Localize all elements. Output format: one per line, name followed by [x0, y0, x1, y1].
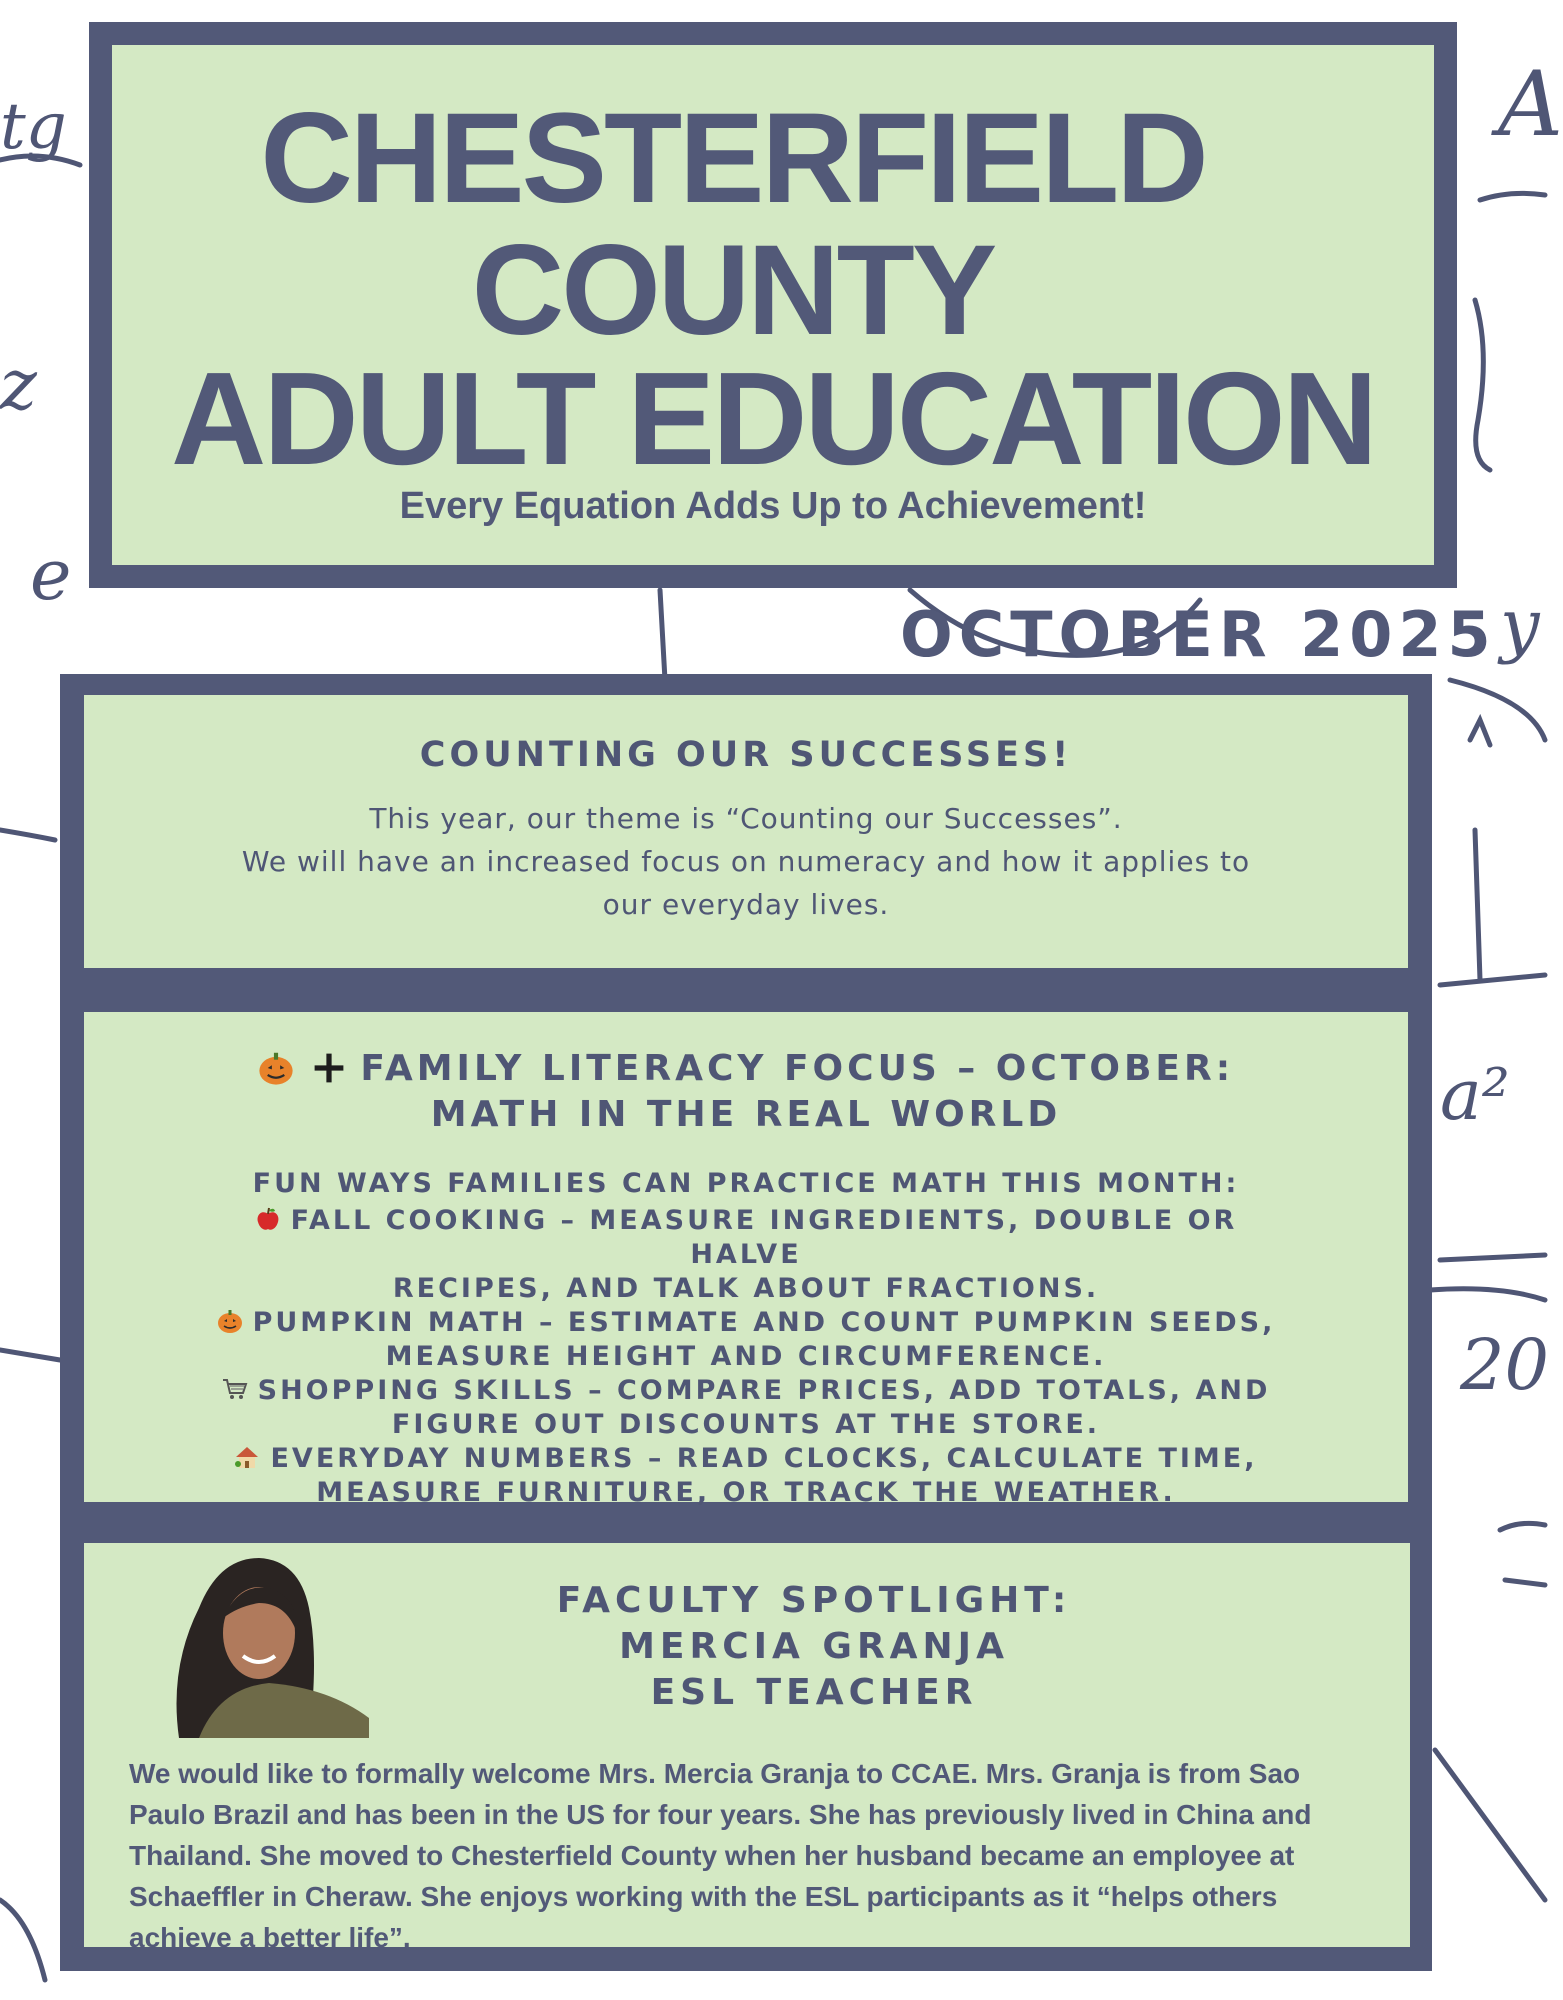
doodle-formula-a2: a²	[1440, 1054, 1510, 1136]
tip-item	[194, 1442, 1298, 1510]
family-literacy-subheading: FUN WAYS FAMILIES CAN PRACTICE MATH THIS MONTH:	[252, 1168, 1240, 1199]
family-literacy-panel	[84, 1012, 1408, 1508]
faculty-spotlight-body	[129, 1753, 1379, 1958]
tip-line: FALL COOKING – MEASURE INGREDIENTS, DOUBLE OR HALVE	[290, 1205, 1238, 1270]
tip-line: PUMPKIN MATH – ESTIMATE AND COUNT PUMPKIN SEEDS,	[252, 1307, 1276, 1338]
faculty-body-line: We would like to formally welcome Mrs. Mercia Granja to CCAE. Mrs. Granja is from Sao	[129, 1758, 1301, 1789]
tip-item	[194, 1204, 1298, 1306]
successes-body	[84, 797, 1408, 926]
tip-line: SHOPPING SKILLS – COMPARE PRICES, ADD TOTALS, AND	[257, 1375, 1271, 1406]
pumpkin-icon	[217, 1308, 243, 1334]
family-heading-text-1: FAMILY LITERACY FOCUS – OCTOBER:	[360, 1048, 1235, 1089]
shopping-cart-icon	[222, 1376, 248, 1402]
faculty-body-line: Paulo Brazil and has been in the US for four years. She has previously lived in China and	[129, 1799, 1312, 1830]
apple-icon	[255, 1206, 281, 1232]
tip-item	[194, 1306, 1298, 1374]
faculty-heading-line-2: MERCIA GRANJA	[619, 1626, 1009, 1667]
faculty-spotlight-heading	[314, 1578, 1314, 1716]
house-icon	[234, 1444, 260, 1470]
doodle-formula-a: A	[1498, 52, 1563, 157]
successes-panel	[84, 695, 1408, 968]
successes-heading: COUNTING OUR SUCCESSES!	[419, 735, 1073, 775]
masthead-box	[89, 22, 1457, 588]
tagline: Every Equation Adds Up to Achievement!	[399, 485, 1147, 527]
doodle-formula-20: 20	[1460, 1324, 1550, 1406]
title-line-1: CHESTERFIELD	[260, 87, 1206, 230]
faculty-spotlight-panel	[84, 1543, 1410, 1953]
pumpkin-icon	[258, 1050, 294, 1086]
tip-line: RECIPES, AND TALK ABOUT FRACTIONS.	[392, 1273, 1100, 1304]
successes-body-line: our everyday lives.	[602, 888, 890, 921]
tip-line: MEASURE HEIGHT AND CIRCUMFERENCE.	[385, 1341, 1107, 1372]
faculty-body-line: achieve a better life”.	[129, 1922, 411, 1953]
tip-line: MEASURE FURNITURE, OR TRACK THE WEATHER.	[316, 1477, 1176, 1508]
doodle-formula-y: y	[1500, 584, 1540, 666]
successes-body-line: This year, our theme is “Counting our Successes”.	[369, 802, 1123, 835]
faculty-body-line: Schaeffler in Cheraw. She enjoys working with the ESL participants as it “helps others	[129, 1881, 1278, 1912]
tip-item	[194, 1374, 1298, 1442]
doodle-formula-topleft: tg	[0, 90, 67, 164]
family-heading-line-1	[84, 1046, 1408, 1092]
plus-icon	[312, 1051, 346, 1085]
title-line-3: ADULT EDUCATION	[171, 345, 1375, 492]
faculty-heading-line-3: ESL TEACHER	[650, 1672, 978, 1713]
tip-line: EVERYDAY NUMBERS – READ CLOCKS, CALCULATE TIME,	[270, 1443, 1258, 1474]
family-heading-line-2: MATH IN THE REAL WORLD	[430, 1094, 1062, 1135]
tip-line: FIGURE OUT DISCOUNTS AT THE STORE.	[391, 1409, 1101, 1440]
title-line-2: COUNTY	[471, 219, 995, 362]
issue-month: OCTOBER 2025	[900, 598, 1497, 671]
faculty-body-line: Thailand. She moved to Chesterfield County when her husband became an employee at	[129, 1840, 1295, 1871]
doodle-formula-e: e	[30, 534, 72, 616]
successes-body-line: We will have an increased focus on numeracy and how it applies to	[241, 845, 1251, 878]
content-frame	[60, 674, 1432, 1971]
family-literacy-heading	[84, 1046, 1408, 1138]
faculty-heading-line-1: FACULTY SPOTLIGHT:	[556, 1580, 1072, 1621]
doodle-formula-z: z	[0, 344, 37, 426]
family-tips-list	[194, 1204, 1298, 1510]
